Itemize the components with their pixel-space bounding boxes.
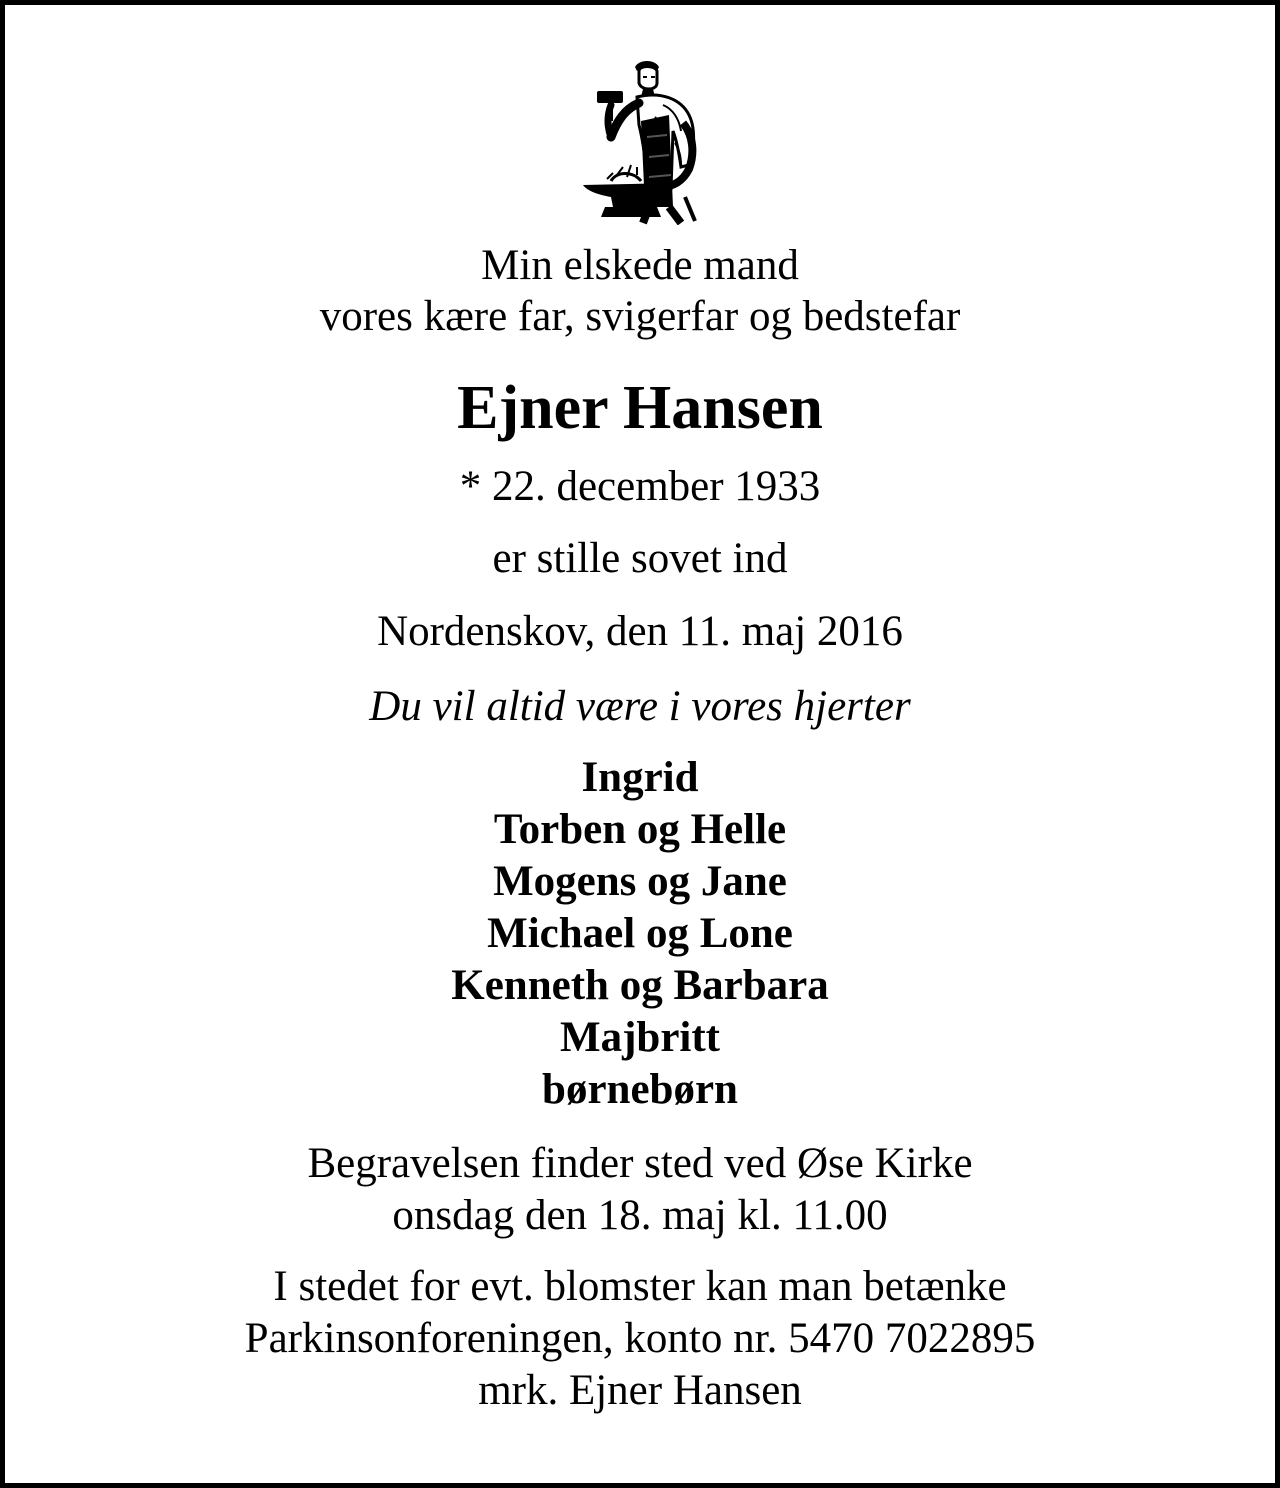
intro-line-1: Min elskede mand [481, 242, 799, 289]
memorial-quote: Du vil altid være i vores hjerter [369, 683, 911, 730]
passed-text: er stille sovet ind [492, 535, 788, 582]
intro-line-2: vores kære far, svigerfar og bedstefar [319, 293, 961, 340]
place-and-date: Nordenskov, den 11. maj 2016 [377, 608, 903, 655]
donation-line-3: mrk. Ejner Hansen [478, 1367, 802, 1414]
funeral-line-1: Begravelsen finder sted ved Øse Kirke [307, 1140, 973, 1187]
birth-date: * 22. december 1933 [459, 463, 821, 510]
deceased-name: Ejner Hansen [457, 374, 823, 442]
mourner-name: børnebørn [542, 1066, 738, 1113]
donation-line-2: Parkinsonforeningen, konto nr. 5470 7022895 [244, 1315, 1036, 1362]
mourner-name: Ingrid [581, 754, 699, 801]
mourner-name: Mogens og Jane [493, 858, 787, 905]
mourner-name: Majbritt [560, 1014, 720, 1061]
mourner-name: Michael og Lone [487, 910, 793, 957]
blacksmith-at-anvil-icon [577, 57, 717, 225]
mourner-name: Torben og Helle [493, 806, 787, 853]
donation-line-1: I stedet for evt. blomster kan man betænke [273, 1263, 1007, 1310]
funeral-line-2: onsdag den 18. maj kl. 11.00 [392, 1192, 888, 1239]
mourner-name: Kenneth og Barbara [451, 962, 829, 1009]
